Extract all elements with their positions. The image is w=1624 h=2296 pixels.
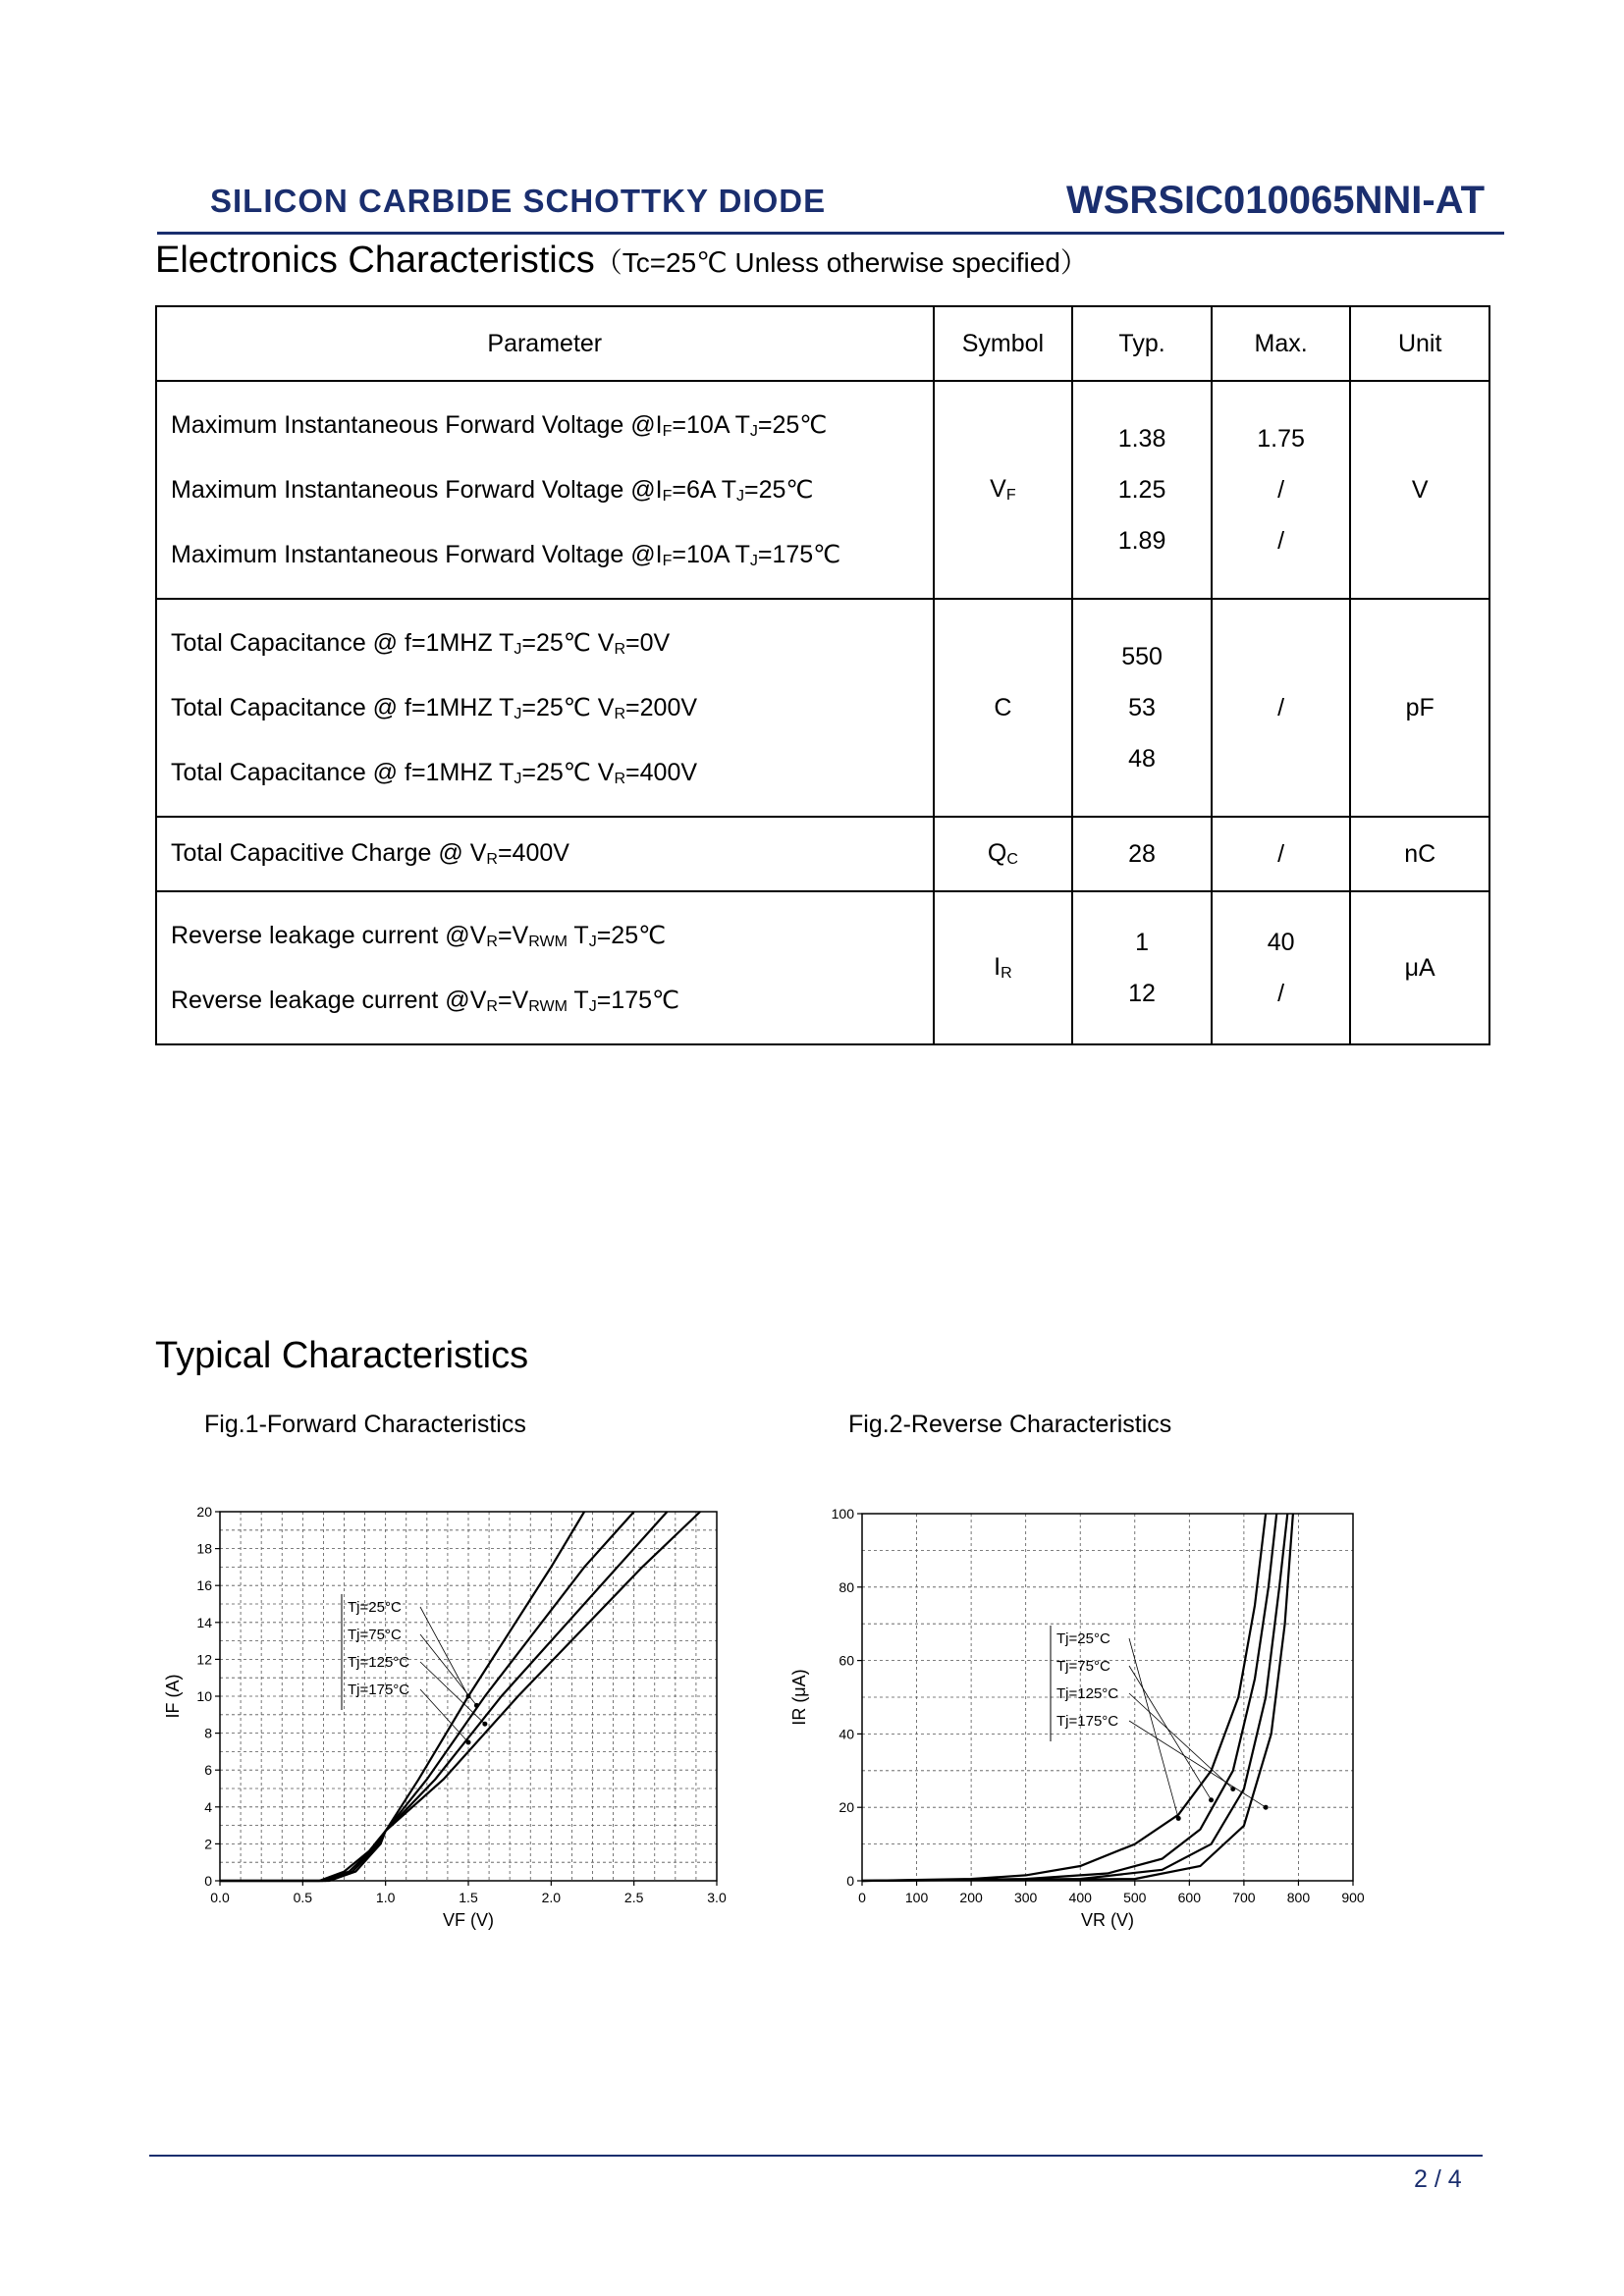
vf-param-1: Maximum Instantaneous Forward Voltage $@I_F=10A$ $T_J=25℃$ bbox=[171, 411, 828, 440]
footer-divider bbox=[149, 2155, 1483, 2157]
legend-leader-line bbox=[420, 1607, 468, 1696]
y-tick-label: 20 bbox=[196, 1504, 212, 1520]
legend-entry: Tj=25°C bbox=[348, 1599, 402, 1616]
x-tick-label: 0.0 bbox=[210, 1890, 230, 1905]
legend-leader-arrow bbox=[466, 1740, 471, 1745]
x-tick-label: 0 bbox=[858, 1890, 866, 1905]
qc-max: / bbox=[1212, 817, 1351, 891]
x-tick-label: 3.0 bbox=[707, 1890, 727, 1905]
col-header-max: Max. bbox=[1212, 306, 1351, 381]
table-row-capacitance bbox=[156, 599, 1489, 817]
qc-unit: nC bbox=[1350, 817, 1489, 891]
legend-leader-arrow bbox=[1176, 1816, 1181, 1821]
cap-param-2: Total Capacitance @ f=1MHZ $T_J=25℃$ $V_R=200V$ bbox=[171, 694, 698, 722]
x-tick-label: 1.5 bbox=[459, 1890, 478, 1905]
legend-entry: Tj=75°C bbox=[1056, 1658, 1110, 1675]
x-tick-label: 1.0 bbox=[375, 1890, 396, 1905]
header-divider bbox=[157, 232, 1504, 235]
y-tick-label: 0 bbox=[204, 1873, 212, 1889]
fig1-caption: Fig.1-Forward Characteristics bbox=[204, 1411, 526, 1438]
x-tick-label: 0.5 bbox=[293, 1890, 313, 1905]
legend-entry: Tj=175°C bbox=[1056, 1713, 1119, 1730]
y-tick-label: 14 bbox=[196, 1614, 212, 1630]
cap-typ: 550 53 48 bbox=[1072, 599, 1212, 817]
y-axis-label: IF (A) bbox=[163, 1674, 183, 1719]
table-row-vf bbox=[156, 381, 1489, 599]
fig2-caption: Fig.2-Reverse Characteristics bbox=[848, 1411, 1172, 1438]
ir-param-2: Reverse leakage current $@V_R=V_{RWM}$ $T_J=175℃$ bbox=[171, 987, 680, 1015]
legend-leader-arrow bbox=[1264, 1805, 1269, 1810]
x-tick-label: 400 bbox=[1068, 1890, 1092, 1905]
ir-symbol: $I_R$ bbox=[934, 891, 1073, 1044]
col-header-parameter: Parameter bbox=[156, 306, 934, 381]
x-axis-label: VR (V) bbox=[1081, 1910, 1134, 1930]
legend-entry: Tj=175°C bbox=[348, 1682, 410, 1698]
x-tick-label: 700 bbox=[1232, 1890, 1256, 1905]
typical-title: Typical Characteristics bbox=[155, 1335, 529, 1376]
electronics-section-heading bbox=[155, 240, 1088, 282]
cap-param-1: Total Capacitance @ f=1MHZ $T_J=25℃$ $V_R=0V$ bbox=[171, 629, 671, 658]
qc-parameter: Total Capacitive Charge @ $V_R=400V$ bbox=[156, 817, 934, 891]
vf-max: 1.75 / / bbox=[1212, 381, 1351, 599]
qc-typ: 28 bbox=[1072, 817, 1212, 891]
table-row-qc bbox=[156, 817, 1489, 891]
ir-parameters bbox=[156, 891, 934, 1044]
vf-param-3: Maximum Instantaneous Forward Voltage $@I_F=10A$ $T_J=175℃$ bbox=[171, 541, 841, 569]
col-header-unit: Unit bbox=[1350, 306, 1489, 381]
x-tick-label: 100 bbox=[904, 1890, 929, 1905]
legend-leader-arrow bbox=[1209, 1797, 1214, 1802]
y-axis-label: IR (μA) bbox=[789, 1669, 809, 1726]
electronics-table bbox=[155, 305, 1490, 1045]
x-tick-label: 2.0 bbox=[541, 1890, 562, 1905]
legend-leader-line bbox=[1129, 1693, 1233, 1789]
qc-symbol: $Q_C$ bbox=[934, 817, 1073, 891]
y-tick-label: 40 bbox=[839, 1726, 854, 1742]
electronics-condition: （Tc=25℃ Unless otherwise specified） bbox=[594, 247, 1088, 278]
legend-leader-line bbox=[1129, 1666, 1212, 1800]
vf-symbol: $V_F$ bbox=[934, 381, 1073, 599]
ir-param-1: Reverse leakage current $@V_R=V_{RWM}$ $T_J=25℃$ bbox=[171, 922, 667, 950]
x-tick-label: 600 bbox=[1177, 1890, 1202, 1905]
y-tick-label: 12 bbox=[196, 1651, 212, 1668]
ir-max: 40 / bbox=[1212, 891, 1351, 1044]
x-tick-label: 800 bbox=[1286, 1890, 1311, 1905]
cap-max: / bbox=[1212, 599, 1351, 817]
x-tick-label: 200 bbox=[959, 1890, 983, 1905]
ir-typ: 1 12 bbox=[1072, 891, 1212, 1044]
y-tick-label: 0 bbox=[846, 1873, 854, 1889]
legend-entry: Tj=25°C bbox=[1056, 1630, 1110, 1647]
y-tick-label: 6 bbox=[204, 1762, 212, 1779]
table-row-ir bbox=[156, 891, 1489, 1044]
vf-unit: V bbox=[1350, 381, 1489, 599]
y-tick-label: 8 bbox=[204, 1725, 212, 1741]
y-tick-label: 80 bbox=[839, 1578, 854, 1595]
legend-entry: Tj=125°C bbox=[1056, 1685, 1119, 1702]
y-tick-label: 100 bbox=[831, 1506, 854, 1522]
x-axis-label: VF (V) bbox=[443, 1910, 494, 1930]
x-tick-label: 500 bbox=[1123, 1890, 1147, 1905]
electronics-title: Electronics Characteristics bbox=[155, 240, 595, 281]
legend-entry: Tj=75°C bbox=[348, 1627, 402, 1643]
y-tick-label: 20 bbox=[839, 1799, 854, 1816]
legend-leader-line bbox=[1129, 1638, 1178, 1818]
col-header-typ: Typ. bbox=[1072, 306, 1212, 381]
forward-characteristics-chart bbox=[157, 1492, 746, 1944]
x-tick-label: 300 bbox=[1013, 1890, 1038, 1905]
y-tick-label: 2 bbox=[204, 1836, 212, 1852]
cap-param-3: Total Capacitance @ f=1MHZ $T_J=25℃$ $V_R=400V$ bbox=[171, 759, 698, 787]
y-tick-label: 16 bbox=[196, 1577, 212, 1594]
x-tick-label: 2.5 bbox=[623, 1890, 644, 1905]
table-header-row bbox=[156, 306, 1489, 381]
cap-symbol: C bbox=[934, 599, 1073, 817]
vf-typ: 1.38 1.25 1.89 bbox=[1072, 381, 1212, 599]
legend-entry: Tj=125°C bbox=[348, 1654, 410, 1671]
y-tick-label: 18 bbox=[196, 1540, 212, 1557]
y-tick-label: 4 bbox=[204, 1798, 212, 1815]
ir-unit: μA bbox=[1350, 891, 1489, 1044]
vf-param-2: Maximum Instantaneous Forward Voltage $@I_F=6A$ $T_J=25℃$ bbox=[171, 476, 814, 505]
y-tick-label: 60 bbox=[839, 1652, 854, 1669]
part-number: WSRSIC010065NNI-AT bbox=[1066, 179, 1486, 222]
y-tick-label: 10 bbox=[196, 1688, 212, 1704]
page-number: 2 / 4 bbox=[1414, 2165, 1462, 2193]
legend-leader-arrow bbox=[474, 1703, 479, 1708]
vf-parameters bbox=[156, 381, 934, 599]
cap-parameters bbox=[156, 599, 934, 817]
reverse-characteristics-chart bbox=[785, 1492, 1394, 1944]
document-type: SILICON CARBIDE SCHOTTKY DIODE bbox=[210, 183, 827, 219]
col-header-symbol: Symbol bbox=[934, 306, 1073, 381]
cap-unit: pF bbox=[1350, 599, 1489, 817]
x-tick-label: 900 bbox=[1341, 1890, 1365, 1905]
legend-leader-arrow bbox=[482, 1722, 487, 1727]
